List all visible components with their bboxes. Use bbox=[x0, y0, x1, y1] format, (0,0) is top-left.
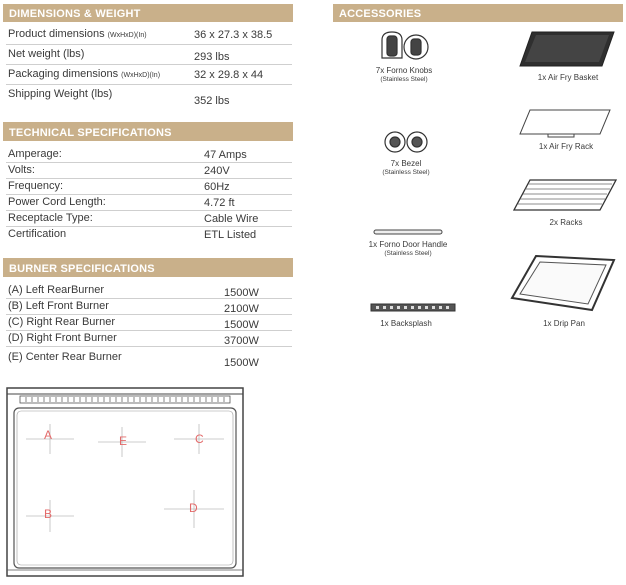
burner-marker-e: E bbox=[119, 434, 128, 448]
backsplash-label: 1x Backsplash bbox=[380, 319, 432, 328]
burner-header: BURNER SPECIFICATIONS bbox=[3, 258, 293, 277]
burner-label: (C) Right Rear Burner bbox=[8, 316, 115, 328]
air-fry-rack-image bbox=[518, 108, 612, 143]
burner-row bbox=[6, 315, 292, 331]
spec-label: Frequency: bbox=[8, 180, 64, 192]
burner-wattage: 1500W bbox=[224, 357, 259, 369]
spec-value: 32 x 29.8 x 44 bbox=[194, 69, 264, 81]
spec-unit: (WxHxD)(In) bbox=[121, 72, 161, 79]
spec-value: ETL Listed bbox=[204, 229, 257, 241]
racks-label: 2x Racks bbox=[549, 218, 583, 227]
burner-row bbox=[6, 283, 292, 299]
spec-label: Receptacle Type: bbox=[8, 212, 93, 224]
burner-marker-c: C bbox=[195, 432, 204, 446]
spec-label: Product dimensions bbox=[8, 28, 105, 40]
racks-image bbox=[512, 178, 618, 217]
cooktop-outline bbox=[6, 382, 246, 580]
burner-row bbox=[6, 331, 292, 347]
spec-value: 293 lbs bbox=[194, 51, 230, 63]
spec-label: Amperage: bbox=[8, 148, 62, 160]
burner-wattage: 1500W bbox=[224, 319, 259, 331]
spec-value: 47 Amps bbox=[204, 149, 247, 161]
drip-pan-label: 1x Drip Pan bbox=[543, 319, 585, 328]
burner-marker-a: A bbox=[44, 428, 53, 442]
spec-row bbox=[6, 147, 292, 163]
burner-wattage: 2100W bbox=[224, 303, 259, 315]
spec-value: 36 x 27.3 x 38.5 bbox=[194, 29, 273, 41]
spec-row bbox=[6, 227, 292, 243]
spec-label: Power Cord Length: bbox=[8, 196, 106, 208]
spec-unit: (WxHxD)(In) bbox=[107, 32, 147, 39]
burner-label: (D) Right Front Burner bbox=[8, 332, 117, 344]
spec-row bbox=[6, 65, 292, 85]
burner-row bbox=[6, 347, 292, 371]
spec-value: 4.72 ft bbox=[204, 197, 235, 209]
air-fry-basket-image bbox=[518, 30, 616, 73]
door-handle-image bbox=[372, 223, 444, 241]
burner-marker-b: B bbox=[44, 507, 53, 521]
spec-value: 240V bbox=[204, 165, 230, 177]
bezel-image bbox=[384, 130, 428, 159]
bezel-label: 7x Bezel (Stainless Steel) bbox=[382, 159, 430, 176]
cooktop-diagram bbox=[6, 382, 246, 580]
spec-row bbox=[6, 25, 292, 45]
spec-label: Shipping Weight (lbs) bbox=[8, 88, 113, 100]
spec-row bbox=[6, 45, 292, 65]
spec-row bbox=[6, 179, 292, 195]
backsplash-image bbox=[370, 300, 456, 318]
technical-header: TECHNICAL SPECIFICATIONS bbox=[3, 122, 293, 141]
burner-label: (B) Left Front Burner bbox=[8, 300, 109, 312]
spec-label: Volts: bbox=[8, 164, 35, 176]
burner-label: (A) Left RearBurner bbox=[8, 284, 104, 296]
spec-label: Net weight (lbs) bbox=[8, 48, 85, 60]
dimensions-header: DIMENSIONS & WEIGHT bbox=[3, 4, 293, 22]
burner-label: (E) Center Rear Burner bbox=[8, 351, 122, 363]
door-handle-label: 1x Forno Door Handle (Stainless Steel) bbox=[368, 240, 448, 257]
spec-value: Cable Wire bbox=[204, 213, 259, 225]
burner-wattage: 3700W bbox=[224, 335, 259, 347]
spec-value: 60Hz bbox=[204, 181, 230, 193]
forno-knobs-label: 7x Forno Knobs (Stainless Steel) bbox=[375, 66, 433, 83]
burner-row bbox=[6, 299, 292, 315]
spec-label: Packaging dimensions bbox=[8, 68, 119, 80]
air-fry-basket-label: 1x Air Fry Basket bbox=[537, 73, 599, 82]
spec-row bbox=[6, 163, 292, 179]
accessories-header: ACCESSORIES bbox=[333, 4, 623, 22]
drip-pan-image bbox=[510, 254, 616, 317]
air-fry-rack-label: 1x Air Fry Rack bbox=[538, 142, 594, 151]
spec-value: 352 lbs bbox=[194, 95, 230, 107]
burner-marker-d: D bbox=[189, 501, 198, 515]
forno-knobs-image bbox=[378, 30, 430, 67]
burner-wattage: 1500W bbox=[224, 287, 259, 299]
spec-row bbox=[6, 195, 292, 211]
spec-row bbox=[6, 211, 292, 227]
spec-row bbox=[6, 85, 292, 110]
spec-label: Certification bbox=[8, 228, 67, 240]
